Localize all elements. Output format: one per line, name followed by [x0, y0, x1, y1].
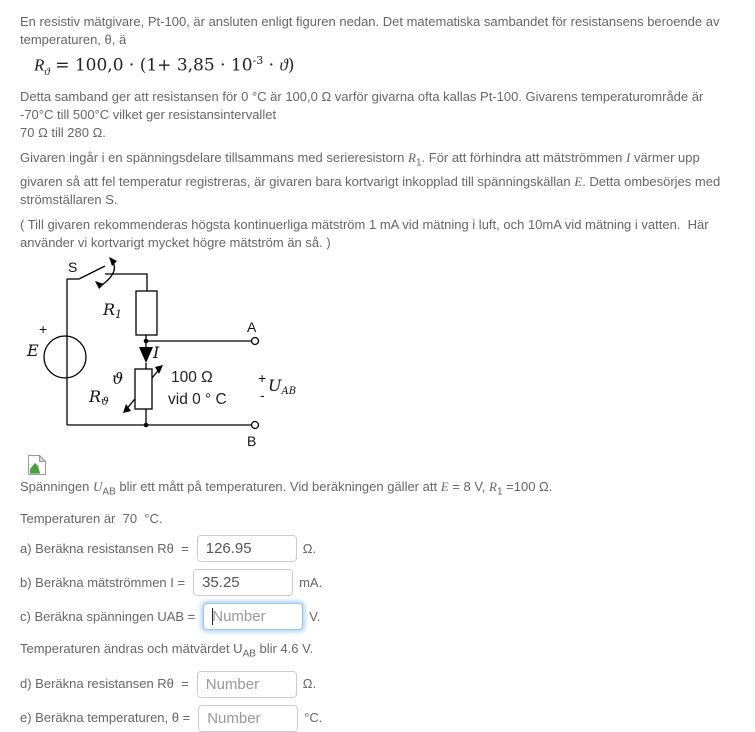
- question-e-label: e) Beräkna temperaturen, θ =: [20, 710, 191, 726]
- formula-r-sub: ϑ: [44, 66, 50, 79]
- question-row-b: [20, 569, 735, 596]
- temperature-change-line: Temperaturen ändras och mätvärdet $U_{AB}$ blir 4.6 V.: [20, 641, 314, 660]
- question-row-d: [20, 671, 735, 698]
- question-row-c: [20, 603, 735, 630]
- question-c-label: c) Beräkna spänningen UAB =: [20, 608, 196, 624]
- intro-paragraph-4: ( Till givaren rekommenderas högsta kontinuerliga mätström 1 mA vid mätning i luft, och 10mA vid mätning i vatten. Här använder vi kortvarigt mycket högre mätström än så. ): [20, 216, 713, 250]
- value-100ohm-label: 100 Ω: [171, 368, 213, 386]
- formula-close: ): [287, 55, 295, 76]
- value-vid0c-label: vid 0 ° C: [168, 390, 227, 408]
- switch-arrow-top: [109, 257, 117, 266]
- temperature-line: Temperaturen är 70 °C.: [20, 511, 163, 527]
- answer-input-a[interactable]: [197, 535, 297, 562]
- formula-theta: ϑ: [279, 55, 288, 75]
- node-b-label: B: [247, 432, 257, 449]
- question-d-unit: Ω.: [302, 676, 317, 692]
- uab-symbol: U: [93, 478, 103, 494]
- question-row-e: [20, 705, 735, 732]
- uab-symbol-2: U: [233, 641, 243, 657]
- question-e-unit: °C.: [304, 710, 323, 726]
- answer-input-c[interactable]: [203, 603, 303, 630]
- theta-label: ϑ: [112, 368, 124, 388]
- switch-arrow-bottom: [95, 281, 104, 289]
- intro-paragraph-2b: 70 Ω till 280 Ω.: [20, 125, 106, 141]
- source-e-label: E: [27, 340, 39, 360]
- question-b-unit: mA.: [299, 574, 323, 590]
- intro-paragraph-2: [20, 88, 735, 142]
- answer-input-e[interactable]: [198, 705, 298, 732]
- voltage-source-circle: [44, 336, 86, 378]
- question-a-label: a) Beräkna resistansen Rθ =: [20, 540, 189, 556]
- uab-plus-label: +: [258, 369, 267, 386]
- uab-label: UAB: [268, 375, 297, 397]
- answer-input-c-wrap: [203, 603, 303, 630]
- uab-description-line: Spänningen $U_{AB}$ blir ett mått på temperaturen. Vid beräkningen gäller att E = 8 V, $R_1 =100$ Ω.: [20, 478, 553, 498]
- formula-exponent: -3: [252, 54, 264, 67]
- circuit-diagram: [25, 257, 325, 453]
- source-plus-label: +: [39, 320, 48, 337]
- current-arrow-icon: [139, 347, 153, 363]
- current-symbol: I: [626, 150, 631, 166]
- formula-r: R: [34, 55, 45, 75]
- source-symbol: E: [574, 173, 583, 189]
- intro-paragraph-3: Givaren ingår i en spänningsdelare tillsammans med serieresistorn $R_1$. För att förhindra att mätströmmen I värmer upp givaren så att fel temperatur registreras, är givaren bara kortvarigt inkopplad till spänningskällan E. Detta ombesörjes med strömställaren S.: [20, 150, 724, 207]
- r1-label: R1: [103, 299, 123, 321]
- answer-input-b[interactable]: [193, 569, 293, 596]
- junction-dot-bottom: [144, 422, 149, 427]
- question-b-label: b) Beräkna mätströmmen I =: [20, 574, 186, 590]
- question-c-unit: V.: [309, 608, 321, 624]
- rtheta-label: Rϑ: [89, 386, 109, 408]
- intro-paragraph-2a: Detta samband ger att resistansen för 0 °C är 100,0 Ω varför givarna ofta kallas Pt-100. Givarens temperaturområde är -70°C till 500°C vilket ger resistansintervallet: [20, 89, 707, 123]
- formula-mid: = 100,0 · (1+ 3,85 · 10: [49, 55, 253, 76]
- question-a-unit: Ω.: [302, 540, 317, 556]
- terminal-b: [252, 421, 259, 428]
- terminal-a: [252, 337, 259, 344]
- r1-symbol: R: [408, 150, 416, 166]
- broken-image-icon: [27, 454, 47, 476]
- question-row-a: [20, 535, 735, 562]
- switch-label: S: [68, 258, 78, 275]
- text-caret: [212, 608, 213, 625]
- intro-paragraph-1: [20, 13, 735, 49]
- question-d-label: d) Beräkna resistansen Rθ =: [20, 676, 189, 692]
- current-i-label: I: [153, 342, 160, 362]
- resistor-rtheta: [135, 369, 152, 409]
- junction-dot-top: [144, 338, 149, 343]
- node-a-label: A: [247, 318, 257, 335]
- resistance-formula: [34, 52, 735, 81]
- resistor-r1: [136, 291, 157, 335]
- intro-paragraph-1-text: En resistiv mätgivare, Pt-100, är ansluten enligt figuren nedan. Det matematiska sambandet för resistansens beroende av temperaturen, θ, ä: [20, 14, 724, 47]
- uab-minus-label: -: [260, 386, 265, 403]
- answer-input-d[interactable]: [197, 671, 297, 698]
- formula-dot: ·: [263, 55, 280, 76]
